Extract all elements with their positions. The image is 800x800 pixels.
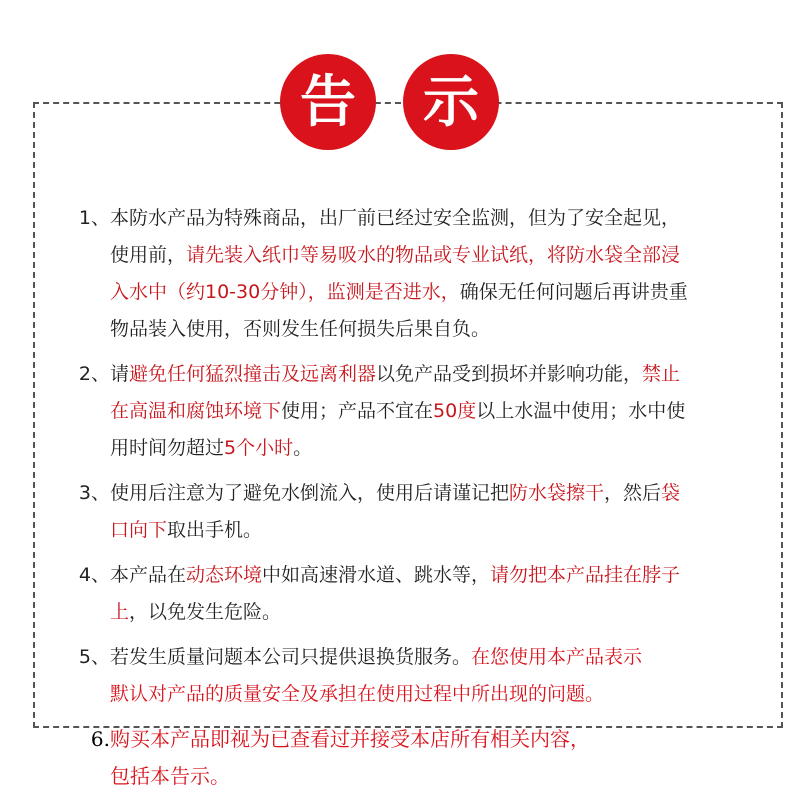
- notice-line: [110, 430, 770, 467]
- text-segment: 确保无任何问题后再讲贵重: [459, 281, 688, 303]
- text-segment: 若发生质量问题本公司只提供退换货服务。: [110, 646, 472, 668]
- highlighted-text: 购买本产品即视为已查看过并接受本店所有相关内容，: [110, 727, 590, 751]
- highlighted-text: 包括本告示。: [110, 764, 230, 788]
- text-segment: 使用后注意为了避免水倒流入，使用后请谨记把: [110, 482, 510, 504]
- highlighted-text: 5个小时: [224, 437, 294, 459]
- notice-item-1: [70, 200, 770, 348]
- highlighted-text: 请勿把本产品挂在脖子: [490, 564, 681, 586]
- highlighted-text: 在高温和腐蚀环境下: [110, 400, 282, 422]
- notice-list: [70, 200, 770, 800]
- notice-item-2: [70, 356, 770, 467]
- highlighted-text: 请先装入纸巾等易吸水的物品或专业试纸，将防水袋全部浸: [186, 244, 681, 266]
- notice-item-number: 3、: [78, 482, 110, 504]
- title-circle-2: [403, 54, 499, 150]
- notice-item-number: 1、: [78, 207, 110, 229]
- notice-item-text: [110, 721, 770, 795]
- notice-item-5: [70, 639, 770, 713]
- notice-line: [110, 676, 770, 713]
- highlighted-text: 在您使用本产品表示: [471, 646, 643, 668]
- notice-item-number: 4、: [78, 564, 110, 586]
- highlighted-text: 口向下: [110, 519, 168, 541]
- highlighted-text: 默认对产品的质量安全及承担在使用过程中所出现的问题。: [110, 683, 605, 705]
- notice-item-text: [110, 557, 770, 631]
- notice-line: [110, 475, 770, 512]
- notice-item-number: 2、: [78, 363, 110, 385]
- highlighted-text: 袋: [661, 482, 681, 504]
- text-segment: 用时间勿超过: [110, 437, 225, 459]
- notice-line: [110, 594, 770, 631]
- notice-line: [110, 557, 770, 594]
- text-segment: 请: [110, 363, 130, 385]
- highlighted-text: 避免任何猛烈撞击及远离利器: [129, 363, 377, 385]
- text-segment: 使用前，: [110, 244, 187, 266]
- title-char-1: 告: [300, 69, 356, 135]
- text-segment: ，以免发生危险。: [129, 601, 282, 623]
- notice-line: [110, 721, 770, 758]
- highlighted-text: 禁止: [642, 363, 681, 385]
- notice-item-6: [70, 721, 770, 795]
- text-segment: 本防水产品为特殊商品，出厂前已经过安全监测，但为了安全起见，: [110, 207, 681, 229]
- notice-line: [110, 758, 770, 795]
- highlighted-text: 上: [110, 601, 130, 623]
- notice-line: [110, 237, 770, 274]
- text-segment: 以上水温中使用；水中使: [476, 400, 686, 422]
- title-circle-1: [280, 54, 376, 150]
- notice-line: [110, 356, 770, 393]
- notice-item-3: [70, 475, 770, 549]
- text-segment: 中如高速滑水道、跳水等，: [262, 564, 491, 586]
- text-segment: ，然后: [604, 482, 662, 504]
- notice-item-text: [110, 356, 770, 467]
- text-segment: 使用；产品不宜在: [281, 400, 434, 422]
- highlighted-text: 入水中（约10-30分钟），监测是否进水，: [110, 281, 460, 303]
- notice-item-number: 6.: [90, 727, 110, 751]
- text-segment: 以免产品受到损坏并影响功能，: [376, 363, 643, 385]
- notice-line: [110, 200, 770, 237]
- highlighted-text: 50度: [433, 400, 477, 422]
- text-segment: 物品装入使用，否则发生任何损失后果自负。: [110, 318, 491, 340]
- notice-line: [110, 311, 770, 348]
- highlighted-text: 动态环境: [186, 564, 263, 586]
- notice-item-text: [110, 475, 770, 549]
- title-char-2: 示: [423, 69, 479, 135]
- notice-item-text: [110, 200, 770, 348]
- notice-item-number: 5、: [78, 646, 110, 668]
- text-segment: 本产品在: [110, 564, 187, 586]
- notice-line: [110, 512, 770, 549]
- notice-line: [110, 393, 770, 430]
- text-segment: 取出手机。: [167, 519, 263, 541]
- highlighted-text: 防水袋擦干: [509, 482, 605, 504]
- notice-line: [110, 639, 770, 676]
- text-segment: 。: [293, 437, 313, 459]
- notice-item-text: [110, 639, 770, 713]
- notice-line: [110, 274, 770, 311]
- notice-item-4: [70, 557, 770, 631]
